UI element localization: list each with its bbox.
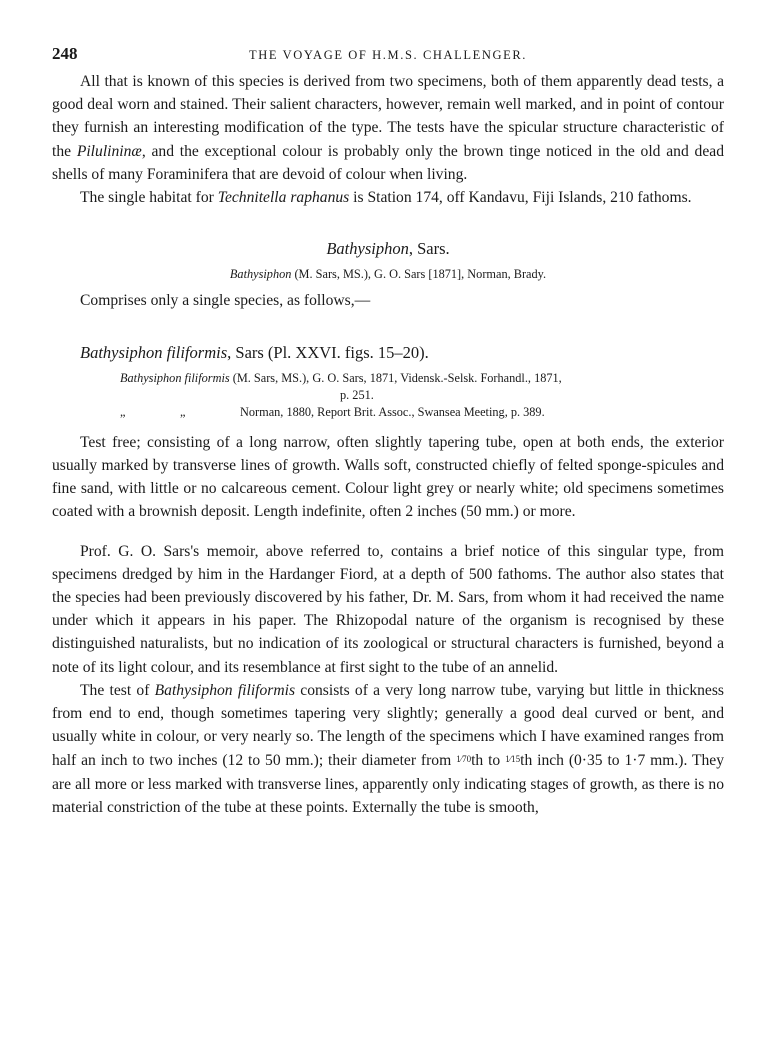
- taxon-name: Bathysiphon filiformis: [154, 681, 296, 699]
- ditto-mark: „: [120, 404, 126, 419]
- species-synonymy-1: Bathysiphon filiformis (M. Sars, MS.), G. O. Sars, 1871, Vidensk.-Selsk. Forhandl., 1871,: [120, 370, 562, 385]
- genus-synonymy: Bathysiphon (M. Sars, MS.), G. O. Sars [1871], Norman, Brady.: [229, 267, 547, 282]
- fraction: 1⁄15: [505, 754, 521, 765]
- comprises-line: Comprises only a single species, as follows,—: [80, 292, 371, 310]
- document-page: [52, 38, 724, 819]
- species-heading: Bathysiphon filiformis, Sars (Pl. XXVI. figs. 15–20).: [80, 342, 429, 362]
- paragraph-1: All that is known of this species is derived from two specimens, both of them apparently dead tests, a good deal worn and stained. Their salient characters, however, remain well marked, and in point of contour they furnish an interesting modification of the type. The tests have the spicular structure characteristic of the Pilulininæ, and the exceptional colour is probably only the brown tinge noticed in the old and dead shells of many Foraminifera that are devoid of colour when living.: [52, 73, 724, 183]
- page-header: [52, 38, 724, 70]
- taxon-name: Technitella raphanus: [217, 189, 350, 207]
- paragraph-4: The test of Bathysiphon filiformis consists of a very long narrow tube, varying but little in thickness from end to end, though sometimes tapering very slightly; generally a good deal curved or bent, and usually white in colour, or very nearly so. The length of the specimens which I have examined ranges from half an inch to two inches (12 to 50 mm.); their diameter from 1⁄70th to 1⁄15th inch (0·35 to 1·7 mm.). They are all more or less marked with transverse lines, apparently only indicating stages of growth, as there is no material constriction of the tube at these points. Externally the tube is smooth,: [52, 681, 724, 816]
- page-number: 248: [52, 44, 78, 63]
- paragraph-2: The single habitat for Technitella raphanus is Station 174, off Kandavu, Fiji Islands, 210 fathoms.: [80, 189, 692, 207]
- running-title: THE VOYAGE OF H.M.S. CHALLENGER.: [248, 48, 528, 62]
- fraction: 1⁄70: [456, 754, 472, 765]
- ditto-mark: „: [180, 404, 186, 419]
- paragraph-3: Prof. G. O. Sars's memoir, above referred to, contains a brief notice of this singular type, from specimens dredged by him in the Hardanger Fiord, at a depth of 500 fathoms. The author also states that the species had been previously discovered by his father, Dr. M. Sars, from whom it had received the name under which it appears in his paper. The Rhizopodal nature of the organism is recognised by these distinguished naturalists, but no indication of its zoological or structural characters is furnished, beyond a note of its light colour, and its resemblance at first sight to the tube of an annelid.: [52, 542, 724, 676]
- species-description: Test free; consisting of a long narrow, often slightly tapering tube, open at both ends, the exterior usually marked by transverse lines of growth. Walls soft, constructed chiefly of felted sponge-spicules and fine sand, with little or no calcareous cement. Colour light grey or nearly white; old specimens sometimes coated with a brownish deposit. Length indefinite, often 2 inches (50 mm.) or more.: [52, 433, 724, 521]
- genus-heading: Bathysiphon, Sars.: [326, 239, 450, 259]
- species-synonymy-2: „ „ Norman, 1880, Report Brit. Assoc., Swansea Meeting, p. 389.: [120, 404, 545, 419]
- taxon-name: Pilulininæ: [76, 142, 142, 160]
- species-synonymy-1-cont: p. 251.: [340, 387, 374, 402]
